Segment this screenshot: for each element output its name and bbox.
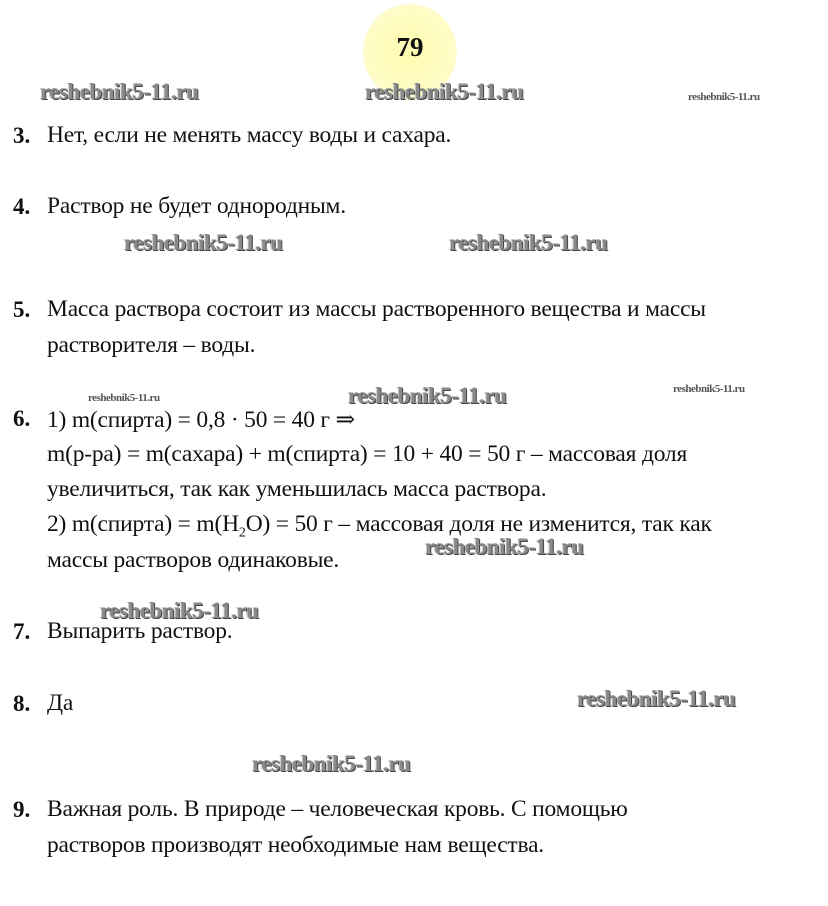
watermark: reshebnik5-11.ru <box>252 751 411 776</box>
answer-number: 9. <box>13 797 31 822</box>
watermark: reshebnik5-11.ru <box>673 383 745 395</box>
watermark: reshebnik5-11.ru <box>577 686 736 711</box>
watermark: reshebnik5-11.ru <box>100 598 259 623</box>
watermark: reshebnik5-11.ru <box>425 534 584 559</box>
answer-text: Масса раствора состоит из массы растворенного вещества и массы <box>47 296 706 322</box>
answer-text-part: O) = 50 г – массовая доля не изменится, так как <box>245 511 712 537</box>
answer-text: растворителя – воды. <box>47 332 256 358</box>
answer-text: Выпарить раствор. <box>47 618 233 644</box>
watermark: reshebnik5-11.ru <box>88 392 160 404</box>
answer-text: Раствор не будет однородным. <box>47 193 346 219</box>
answer-text-part: 2) m(спирта) = m(H <box>47 511 239 537</box>
answer-text: 1) m(спирта) = 0,8 · 50 = 40 г ⇒ <box>47 407 356 433</box>
answer-number: 4. <box>13 194 31 219</box>
answer-number: 5. <box>13 297 31 322</box>
answer-text: растворов производят необходимые нам вещества. <box>47 832 544 858</box>
answer-text: Важная роль. В природе – человеческая кровь. С помощью <box>47 796 628 822</box>
watermark: reshebnik5-11.ru <box>348 383 507 408</box>
page-number: 79 <box>396 32 424 62</box>
answer-text: Да <box>47 690 74 716</box>
answer-text: увеличиться, так как уменьшилась масса раствора. <box>47 476 547 502</box>
answer-number: 6. <box>13 406 31 431</box>
watermark: reshebnik5-11.ru <box>40 79 199 104</box>
answer-number: 3. <box>13 123 31 148</box>
watermark: reshebnik5-11.ru <box>688 91 760 103</box>
answer-text: m(р-ра) = m(сахара) + m(спирта) = 10 + 40 = 50 г – массовая доля <box>47 441 688 467</box>
subscript: 2 <box>238 525 246 541</box>
answer-number: 8. <box>13 691 31 716</box>
watermark: reshebnik5-11.ru <box>124 230 283 255</box>
answer-text: массы растворов одинаковые. <box>47 547 340 573</box>
answer-text <box>47 511 712 542</box>
watermark: reshebnik5-11.ru <box>449 230 608 255</box>
answer-text: Нет, если не менять массу воды и сахара. <box>47 122 452 148</box>
answer-number: 7. <box>13 619 31 644</box>
watermark: reshebnik5-11.ru <box>365 79 524 104</box>
